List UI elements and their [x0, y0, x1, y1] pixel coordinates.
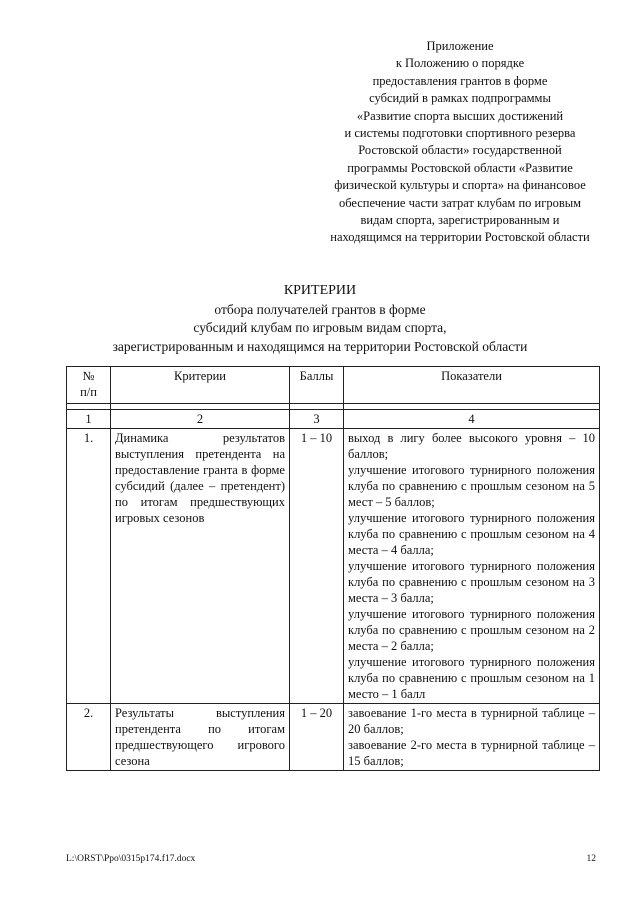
indicator-item: выход в лигу более высокого уровня – 10 баллов; [348, 431, 595, 461]
criteria-table [66, 366, 600, 771]
title-line: субсидий клубам по игровым видам спорта, [193, 320, 447, 335]
points-range: 1 – 20 [290, 704, 344, 771]
title-line: зарегистрированным и находящимся на территории Ростовской области [112, 338, 528, 354]
appendix-line: «Развитие спорта высших достижений [356, 108, 564, 123]
indicator-item: улучшение итогового турнирного положения клуба по сравнению с прошлым сезоном на 1 место – 1 балл [348, 655, 595, 701]
criterion-text: Динамика результатов выступления претендента на предоставление гранта в форме субсидий (далее – претендент) по итогам предшествующих игровых сезонов [111, 429, 290, 704]
table-row [67, 429, 600, 704]
appendix-line: программы Ростовской области «Развитие [347, 160, 573, 175]
column-number-row [67, 410, 600, 429]
row-number: 2. [67, 704, 111, 771]
footer-page-number: 12 [586, 854, 596, 864]
appendix-line: видам спорта, зарегистрированным и [360, 213, 560, 228]
column-number: 1 [67, 410, 111, 429]
row-number: 1. [67, 429, 111, 704]
appendix-line: Ростовской области» государственной [358, 143, 562, 158]
appendix-line: и системы подготовки спортивного резерва [344, 126, 576, 141]
indicator-item: улучшение итогового турнирного положения клуба по сравнению с прошлым сезоном на 4 места – 4 балла; [348, 511, 595, 557]
appendix-header [300, 38, 620, 247]
title-heading: КРИТЕРИИ [283, 283, 357, 298]
column-number: 4 [344, 410, 600, 429]
appendix-line: предоставления грантов в форме [372, 73, 548, 88]
points-range: 1 – 10 [290, 429, 344, 704]
header-number-label: № п/п [80, 369, 97, 399]
appendix-line: обеспечение части затрат клубам по игровым [338, 195, 582, 210]
indicator-item: улучшение итогового турнирного положения клуба по сравнению с прошлым сезоном на 3 места – 3 балла; [348, 559, 595, 605]
header-cell-criteria: Критерии [111, 367, 290, 404]
column-number: 3 [290, 410, 344, 429]
appendix-line: к Положению о порядке [395, 56, 525, 71]
header-cell-indicators: Показатели [344, 367, 600, 404]
table-row [67, 704, 600, 771]
header-cell-points: Баллы [290, 367, 344, 404]
title-line: отбора получателей грантов в форме [214, 301, 426, 317]
appendix-line: находящимся на территории Ростовской области [330, 230, 590, 245]
footer-file-path: L:\ORST\Ppo\0315p174.f17.docx [66, 854, 196, 864]
header-cell-number [67, 367, 111, 404]
indicators-cell [344, 429, 600, 704]
column-number: 2 [111, 410, 290, 429]
appendix-line: Приложение [426, 39, 494, 53]
document-title [50, 282, 590, 356]
indicator-item: улучшение итогового турнирного положения клуба по сравнению с прошлым сезоном на 2 места – 2 балла; [348, 607, 595, 653]
appendix-line: физической культуры и спорта» на финансовое [334, 178, 586, 193]
indicator-item: улучшение итогового турнирного положения клуба по сравнению с прошлым сезоном на 5 мест – 5 баллов; [348, 463, 595, 509]
indicators-cell [344, 704, 600, 771]
criterion-text: Результаты выступления претендента по итогам предшествующего игрового сезона [111, 704, 290, 771]
indicator-item: завоевание 1-го места в турнирной таблице – 20 баллов; [348, 706, 595, 736]
indicator-item: завоевание 2-го места в турнирной таблице – 15 баллов; [348, 738, 595, 768]
table-header-row [67, 367, 600, 404]
appendix-line: субсидий в рамках подпрограммы [369, 91, 551, 106]
